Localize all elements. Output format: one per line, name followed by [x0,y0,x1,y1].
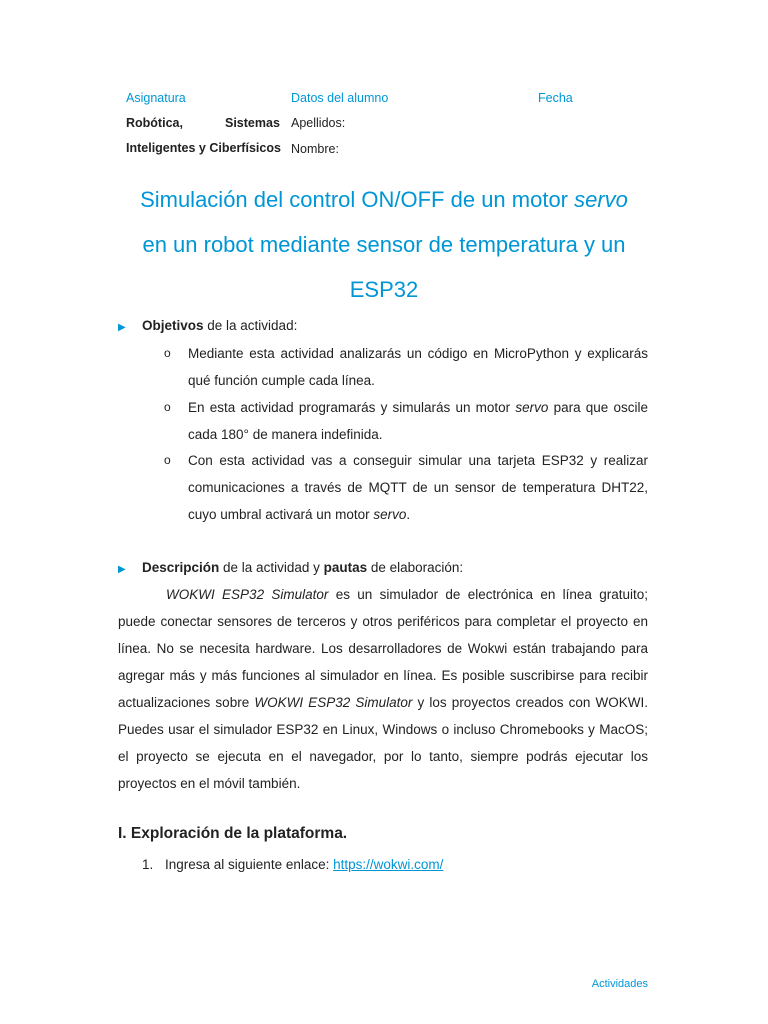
wokwi-link[interactable]: https://wokwi.com/ [333,857,444,872]
fecha-label: Fecha [538,91,573,105]
objetivo-item-2-text: En esta actividad programarás y simularás un motor servo para que oscile cada 180° de manera indefinida. [188,400,649,442]
asignatura-label: Asignatura [126,91,186,105]
title-line1: Simulación del control ON/OFF de un motor [140,187,575,212]
title-line3: ESP32 [349,277,419,302]
section-title: I. Exploración de la plataforma. [118,825,348,842]
objetivo-item-1 [164,340,648,394]
objetivos-label: Objetivos [142,318,204,333]
circle-bullet-icon: o [164,400,171,414]
objetivos-rest: de la actividad: [203,318,298,333]
asignatura-value-line1a: Robótica, [126,116,183,130]
objetivo-item-3-text: Con esta actividad vas a conseguir simular una tarjeta ESP32 y realizar comunicaciones a través de MQTT de un sensor de temperatura DHT22, cuyo umbral activará un motor servo. [188,453,648,522]
apellidos-label: Apellidos: [291,116,346,130]
descripcion-paragraph: WOKWI ESP32 Simulator es un simulador de electrónica en línea gratuito; puede conectar sensores de terceros y otros periféricos para completar el proyecto en línea. No se necesita hardware. Los desarrolladores de Wokwi están trabajando para agregar más y más funciones al simulador en línea. Es posible suscribirse para recibir actualizaciones sobre WOKWI ESP32 Simulator y los proyectos creados con WOKWI. Puedes usar el simulador ESP32 en Linux, Windows o incluso Chromebooks y MacOS; el proyecto se ejecuta en el navegador, por lo tanto, siempre podrás ejecutar los proyectos en el móvil también. [118,587,649,791]
objetivo-item-1-text: Mediante esta actividad analizarás un código en MicroPython y explicarás qué función cumple cada línea. [188,346,648,388]
step-text: Ingresa al siguiente enlace: [165,857,334,872]
triangle-bullet-icon: ▶ [118,322,126,333]
objetivo-item-2 [164,394,648,448]
asignatura-value-line2: Inteligentes y Ciberfísicos [126,141,281,155]
step-1 [142,857,443,872]
descripcion-label: Descripción [142,560,220,575]
datos-alumno-label: Datos del alumno [291,91,389,105]
pautas-label: pautas [323,560,368,575]
step-number: 1. [142,857,154,872]
title-servo-em: servo [574,187,628,212]
objetivos-heading [118,318,297,333]
objetivo-item-3 [164,447,648,528]
document-title [110,177,658,312]
footer-label: Actividades [591,978,648,990]
descripcion-heading: ▶ Descripción de la actividad y pautas de elaboración: [118,560,464,575]
title-line2: en un robot mediante sensor de temperatura y un [142,232,626,257]
nombre-label: Nombre: [291,142,339,156]
triangle-bullet-icon: ▶ [118,564,126,575]
asignatura-value-line1b: Sistemas [225,116,280,130]
circle-bullet-icon: o [164,346,171,360]
circle-bullet-icon: o [164,453,171,467]
